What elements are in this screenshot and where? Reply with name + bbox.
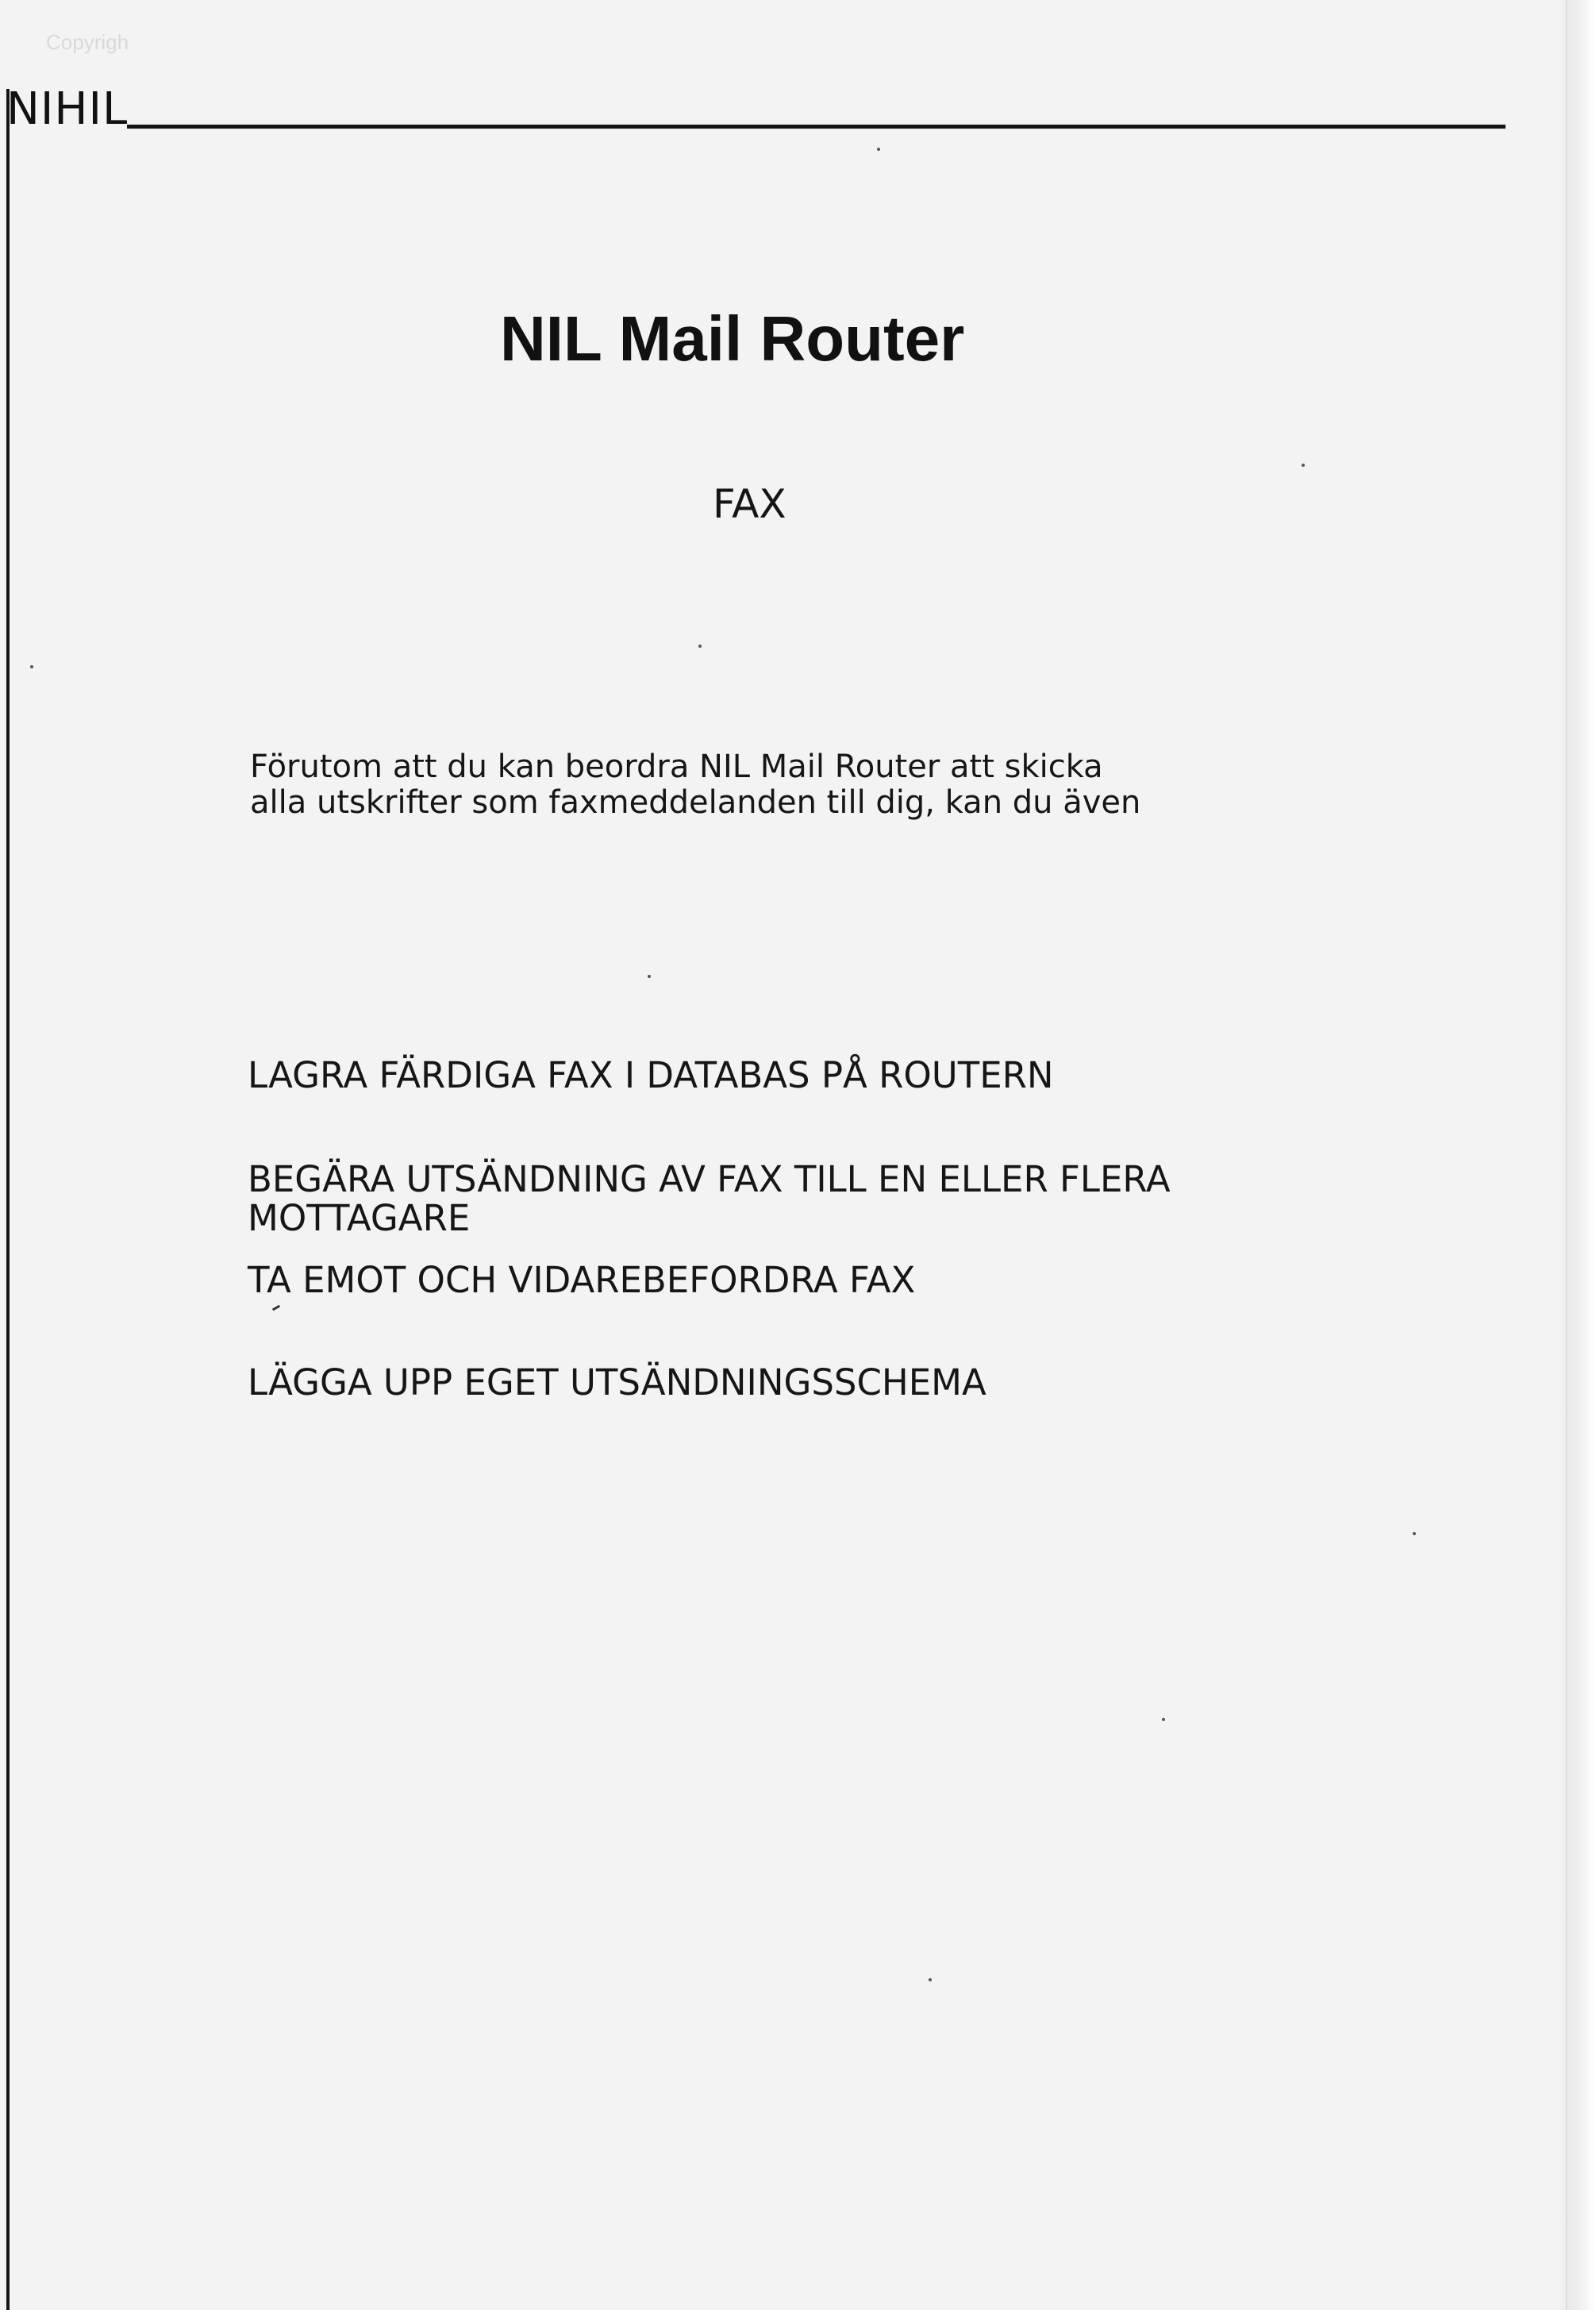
dust-speck xyxy=(648,975,651,978)
feature-item-store-fax: LAGRA FÄRDIGA FAX I DATABAS PÅ ROUTERN xyxy=(248,1054,1054,1096)
feature-item-receive-fax: TA EMOT OCH VIDAREBEFORDRA FAX xyxy=(248,1259,916,1301)
scan-edge xyxy=(1558,0,1596,2310)
intro-paragraph xyxy=(250,749,1250,821)
intro-line-2: alla utskrifter som faxmeddelanden till dig, kan du även xyxy=(250,784,1141,821)
top-header-rule xyxy=(127,125,1506,129)
dust-speck xyxy=(30,665,33,668)
feature-item-schedule: LÄGGA UPP EGET UTSÄNDNINGSSCHEMA xyxy=(248,1361,986,1403)
page-subtitle: FAX xyxy=(713,481,786,527)
dust-speck xyxy=(1413,1532,1416,1535)
left-border-rule xyxy=(6,89,10,2310)
dust-speck xyxy=(1302,464,1305,467)
dust-speck xyxy=(877,148,880,151)
intro-line-1: Förutom att du kan beordra NIL Mail Router att skicka xyxy=(250,749,1103,785)
dust-speck xyxy=(1162,1718,1165,1721)
nihil-logo: NIHIL xyxy=(6,83,129,135)
feature-item-send-fax: BEGÄRA UTSÄNDNING AV FAX TILL EN ELLER FLERA MOTTAGARE xyxy=(248,1158,1171,1239)
page-title: NIL Mail Router xyxy=(500,303,965,374)
dust-speck xyxy=(698,645,702,648)
copyright-watermark: Copyrigh xyxy=(46,30,129,54)
dust-speck xyxy=(929,1978,932,1981)
pen-mark xyxy=(272,1305,280,1311)
